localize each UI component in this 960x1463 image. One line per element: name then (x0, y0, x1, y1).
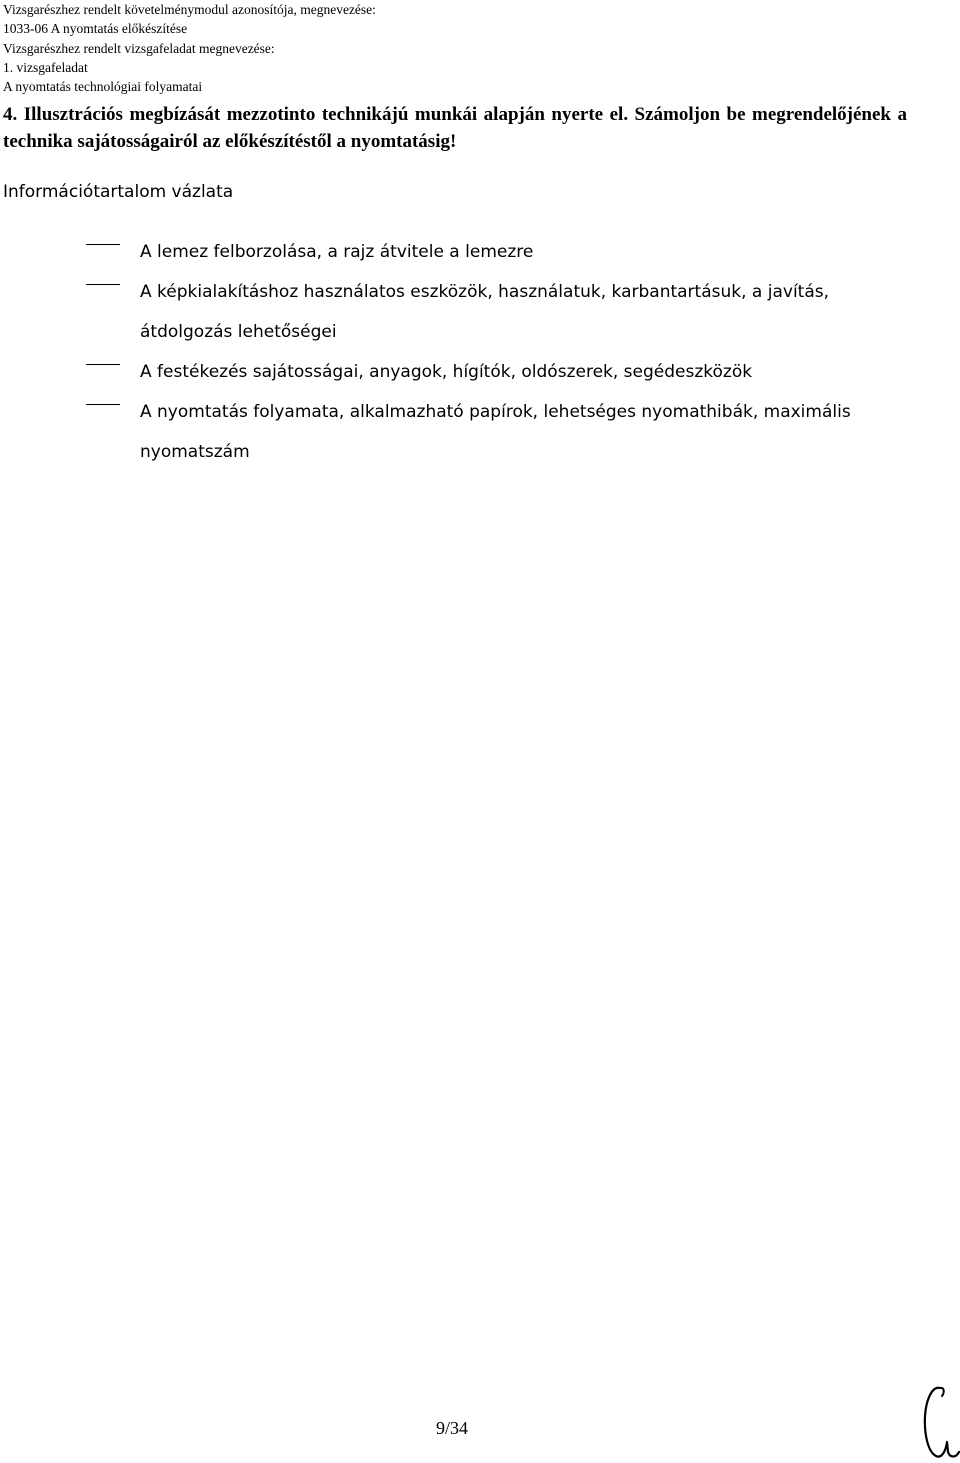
outline-item (0, 272, 900, 352)
signature-mark-icon (918, 1382, 960, 1463)
document-header (3, 0, 376, 96)
outline-item-text: A lemez felborzolása, a rajz átvitele a lemezre (140, 242, 534, 262)
dash-bullet-icon (86, 244, 120, 245)
page-number: 9/34 (435, 1418, 468, 1438)
outline-list (0, 232, 960, 472)
module-name: 1033-06 A nyomtatás előkészítése (3, 21, 188, 37)
outline-item (0, 232, 900, 272)
outline-item-text: A festékezés sajátosságai, anyagok, hígítók, oldószerek, segédeszközök (140, 362, 753, 382)
task-statement: 4. Illusztrációs megbízását mezzotinto technikájú munkái alapján nyerte el. Számoljon be megrendelőjének a technika sajátosságairól az előkészítéstől a nyomtatásig! (3, 104, 907, 152)
dash-bullet-icon (86, 284, 120, 285)
outline-item-text: A nyomtatás folyamata, alkalmazható papírok, lehetséges nyomathibák, maximális nyomatszám (140, 402, 851, 462)
dash-bullet-icon (86, 364, 120, 365)
exam-task-name: A nyomtatás technológiai folyamatai (3, 79, 203, 95)
outline-title: Információtartalom vázlata (3, 182, 234, 202)
outline-item (0, 392, 900, 472)
dash-bullet-icon (86, 404, 120, 405)
module-label: Vizsgarészhez rendelt követelménymodul azonosítója, megnevezése: (3, 2, 376, 17)
outline-item (0, 352, 900, 392)
exam-task-number: 1. vizsgafeladat (3, 59, 88, 75)
exam-task-label: Vizsgarészhez rendelt vizsgafeladat megnevezése: (3, 40, 275, 56)
outline-item-text: A képkialakításhoz használatos eszközök, használatuk, karbantartásuk, a javítás, átdolgozás lehetőségei (140, 282, 830, 342)
